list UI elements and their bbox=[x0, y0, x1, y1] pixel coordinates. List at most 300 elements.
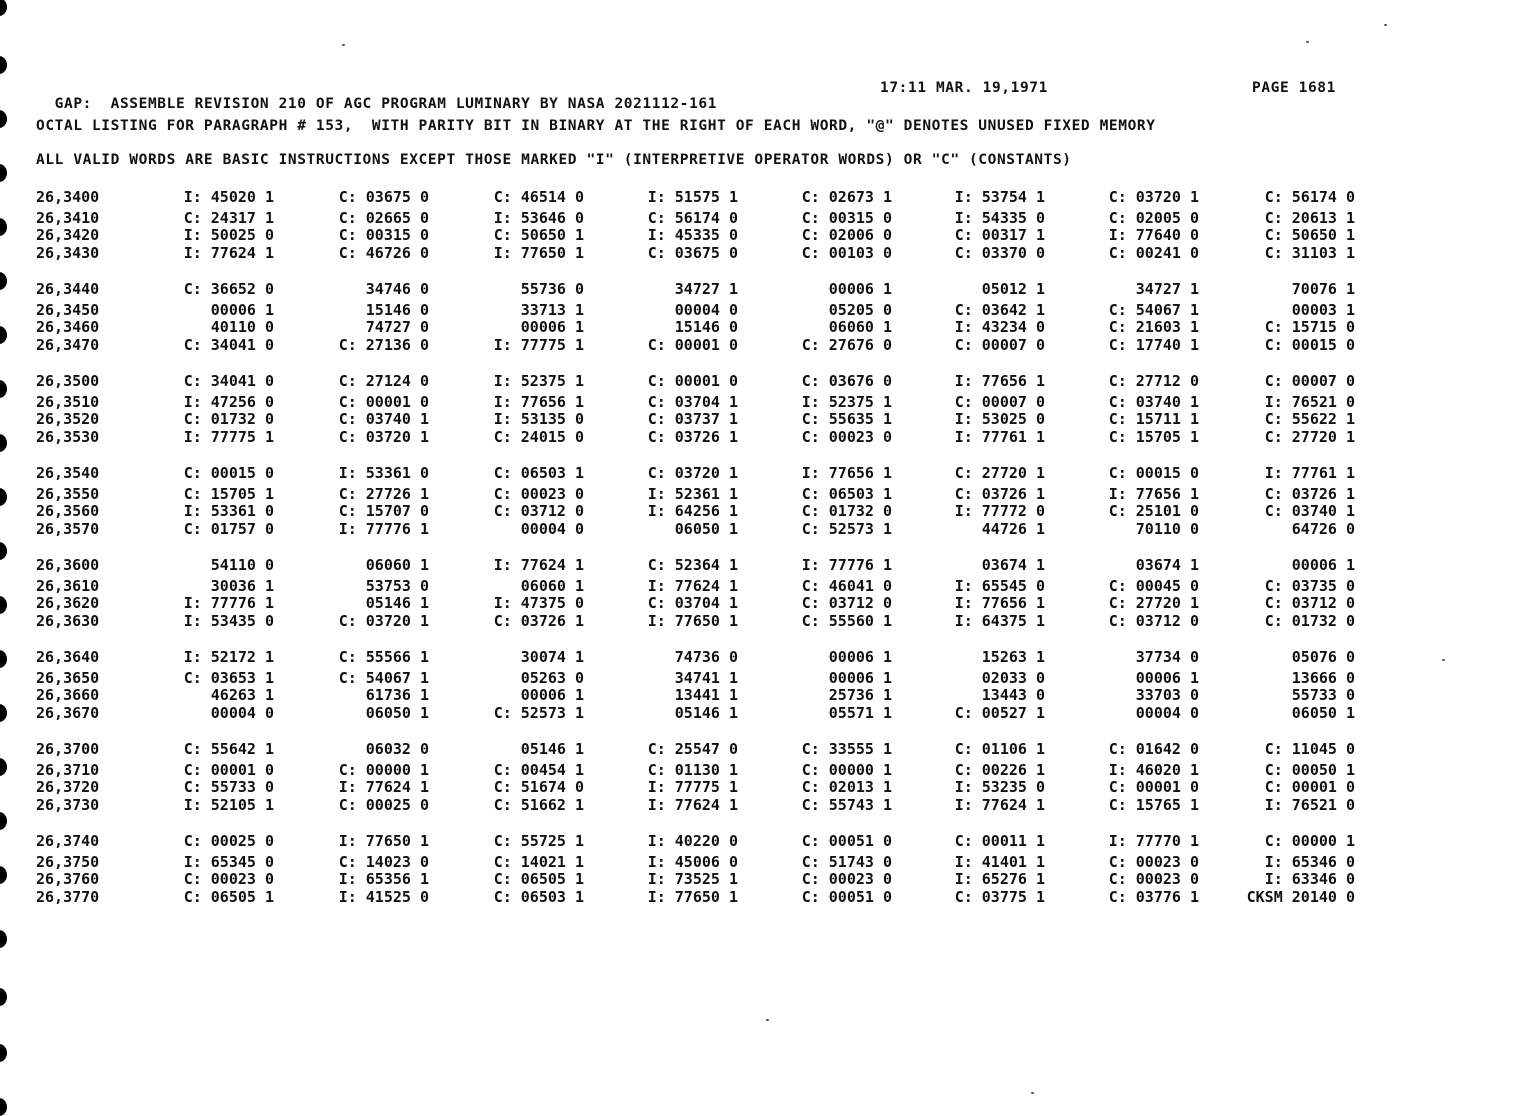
punch-hole bbox=[0, 434, 7, 452]
octal-word: C: 03737 1 bbox=[647, 410, 738, 428]
octal-word: C: 52573 1 bbox=[801, 520, 892, 538]
octal-word: C: 46514 0 bbox=[493, 188, 584, 206]
octal-word: I: 77656 1 bbox=[493, 393, 584, 411]
octal-word: C: 51662 1 bbox=[493, 796, 584, 814]
octal-word: C: 00001 0 bbox=[1108, 778, 1199, 796]
octal-word: I: 77656 1 bbox=[954, 372, 1045, 390]
octal-word: I: 77650 1 bbox=[647, 888, 738, 906]
octal-word: 74736 0 bbox=[674, 648, 738, 666]
paper-speck bbox=[342, 44, 345, 46]
octal-word: C: 00023 0 bbox=[801, 428, 892, 446]
octal-word: C: 03726 1 bbox=[647, 428, 738, 446]
row-address: 26,3750 bbox=[36, 853, 100, 871]
row-address: 26,3560 bbox=[36, 502, 100, 520]
punch-hole bbox=[0, 758, 7, 776]
octal-word: I: 41401 1 bbox=[954, 853, 1045, 871]
row-address: 26,3430 bbox=[36, 244, 100, 262]
octal-word: I: 77656 1 bbox=[1108, 485, 1199, 503]
octal-word: C: 00000 1 bbox=[338, 761, 429, 779]
row-address: 26,3530 bbox=[36, 428, 100, 446]
octal-word: 33713 1 bbox=[520, 301, 584, 319]
punch-hole bbox=[0, 930, 7, 948]
octal-word: 55733 0 bbox=[1291, 686, 1355, 704]
octal-word: C: 00015 0 bbox=[183, 464, 274, 482]
octal-word: C: 00241 0 bbox=[1108, 244, 1199, 262]
row-address: 26,3410 bbox=[36, 209, 100, 227]
octal-word: 44726 1 bbox=[981, 520, 1045, 538]
octal-word: C: 03726 1 bbox=[1264, 485, 1355, 503]
octal-word: I: 77776 1 bbox=[338, 520, 429, 538]
octal-word: 33703 0 bbox=[1135, 686, 1199, 704]
octal-word: C: 15711 1 bbox=[1108, 410, 1199, 428]
octal-word: C: 00051 0 bbox=[801, 832, 892, 850]
octal-word: 05263 0 bbox=[520, 669, 584, 687]
paper-speck bbox=[1031, 1092, 1034, 1094]
row-address: 26,3740 bbox=[36, 832, 100, 850]
octal-word: C: 27136 0 bbox=[338, 336, 429, 354]
octal-word: 40110 0 bbox=[210, 318, 274, 336]
octal-word: C: 25547 0 bbox=[647, 740, 738, 758]
octal-word: 00004 0 bbox=[210, 704, 274, 722]
octal-word: C: 52364 1 bbox=[647, 556, 738, 574]
octal-word: I: 77775 1 bbox=[183, 428, 274, 446]
octal-word: 15263 1 bbox=[981, 648, 1045, 666]
octal-word: C: 03642 1 bbox=[954, 301, 1045, 319]
row-address: 26,3600 bbox=[36, 556, 100, 574]
punch-hole bbox=[0, 380, 7, 398]
octal-word: C: 52573 1 bbox=[493, 704, 584, 722]
octal-word: C: 03704 1 bbox=[647, 594, 738, 612]
octal-word: 34727 1 bbox=[674, 280, 738, 298]
octal-word: I: 77761 1 bbox=[954, 428, 1045, 446]
octal-word: I: 64256 1 bbox=[647, 502, 738, 520]
octal-word: 00006 1 bbox=[828, 648, 892, 666]
octal-word: C: 03675 0 bbox=[647, 244, 738, 262]
octal-word: C: 14023 0 bbox=[338, 853, 429, 871]
punch-hole bbox=[0, 596, 7, 614]
octal-word: 46263 1 bbox=[210, 686, 274, 704]
octal-word: C: 01642 0 bbox=[1108, 740, 1199, 758]
octal-word: C: 03675 0 bbox=[338, 188, 429, 206]
octal-word: C: 00023 0 bbox=[801, 870, 892, 888]
octal-word: I: 41525 0 bbox=[338, 888, 429, 906]
octal-word: 25736 1 bbox=[828, 686, 892, 704]
octal-word: I: 53235 0 bbox=[954, 778, 1045, 796]
octal-word: I: 76521 0 bbox=[1264, 796, 1355, 814]
octal-word: C: 03712 0 bbox=[1108, 612, 1199, 630]
octal-word: 05146 1 bbox=[365, 594, 429, 612]
listing-date: 17:11 MAR. 19,1971 bbox=[880, 80, 1048, 96]
paper-speck bbox=[1306, 41, 1309, 43]
octal-word: 13666 0 bbox=[1291, 669, 1355, 687]
row-address: 26,3640 bbox=[36, 648, 100, 666]
octal-word: C: 00007 0 bbox=[1264, 372, 1355, 390]
octal-word: C: 31103 1 bbox=[1264, 244, 1355, 262]
octal-word: C: 14021 1 bbox=[493, 853, 584, 871]
octal-word: I: 77770 1 bbox=[1108, 832, 1199, 850]
octal-word: C: 00001 0 bbox=[1264, 778, 1355, 796]
octal-word: C: 27720 1 bbox=[1108, 594, 1199, 612]
octal-word: I: 65345 0 bbox=[183, 853, 274, 871]
row-address: 26,3610 bbox=[36, 577, 100, 595]
octal-word: C: 06503 1 bbox=[493, 888, 584, 906]
punch-hole bbox=[0, 704, 7, 722]
row-address: 26,3620 bbox=[36, 594, 100, 612]
punch-hole bbox=[0, 56, 7, 74]
octal-word: C: 00315 0 bbox=[801, 209, 892, 227]
row-address: 26,3760 bbox=[36, 870, 100, 888]
octal-word: C: 24015 0 bbox=[493, 428, 584, 446]
octal-word: C: 20613 1 bbox=[1264, 209, 1355, 227]
octal-word: 05146 1 bbox=[674, 704, 738, 722]
octal-word: I: 77650 1 bbox=[493, 244, 584, 262]
octal-word: C: 00001 0 bbox=[647, 372, 738, 390]
octal-word: I: 77624 1 bbox=[183, 244, 274, 262]
octal-word: C: 00025 0 bbox=[338, 796, 429, 814]
octal-word: 00004 0 bbox=[520, 520, 584, 538]
octal-word: 70076 1 bbox=[1291, 280, 1355, 298]
octal-word: C: 27712 0 bbox=[1108, 372, 1199, 390]
octal-word: I: 77775 1 bbox=[493, 336, 584, 354]
octal-word: C: 03653 1 bbox=[183, 669, 274, 687]
octal-word: C: 55725 1 bbox=[493, 832, 584, 850]
assembly-title: GAP: ASSEMBLE REVISION 210 OF AGC PROGRAM LUMINARY BY NASA 2021112-161 bbox=[54, 96, 718, 112]
octal-word: I: 52105 1 bbox=[183, 796, 274, 814]
octal-word: C: 01130 1 bbox=[647, 761, 738, 779]
paper-speck bbox=[1384, 24, 1387, 26]
octal-word: 06050 1 bbox=[1291, 704, 1355, 722]
octal-word: I: 77656 1 bbox=[954, 594, 1045, 612]
octal-word: C: 03720 1 bbox=[1108, 188, 1199, 206]
octal-word: C: 34041 0 bbox=[183, 336, 274, 354]
octal-word: 05205 0 bbox=[828, 301, 892, 319]
octal-word: C: 51743 0 bbox=[801, 853, 892, 871]
octal-word: I: 77772 0 bbox=[954, 502, 1045, 520]
octal-word: C: 00015 0 bbox=[1108, 464, 1199, 482]
punch-hole bbox=[0, 650, 7, 668]
octal-word: C: 00050 1 bbox=[1264, 761, 1355, 779]
octal-word: C: 25101 0 bbox=[1108, 502, 1199, 520]
octal-word: 13443 0 bbox=[981, 686, 1045, 704]
octal-word: C: 00045 0 bbox=[1108, 577, 1199, 595]
paper-speck bbox=[766, 1019, 769, 1021]
octal-word: I: 77640 0 bbox=[1108, 226, 1199, 244]
octal-word: I: 77761 1 bbox=[1264, 464, 1355, 482]
octal-word: C: 56174 0 bbox=[647, 209, 738, 227]
octal-word: I: 40220 0 bbox=[647, 832, 738, 850]
octal-word: 06050 1 bbox=[365, 704, 429, 722]
octal-word: C: 50650 1 bbox=[1264, 226, 1355, 244]
listing-title bbox=[36, 80, 717, 112]
octal-word: C: 27720 1 bbox=[954, 464, 1045, 482]
octal-word: C: 21603 1 bbox=[1108, 318, 1199, 336]
octal-word: C: 54067 1 bbox=[1108, 301, 1199, 319]
octal-word: I: 47256 0 bbox=[183, 393, 274, 411]
octal-word: 37734 0 bbox=[1135, 648, 1199, 666]
row-address: 26,3660 bbox=[36, 686, 100, 704]
octal-word: C: 00023 0 bbox=[1108, 853, 1199, 871]
octal-word: C: 01106 1 bbox=[954, 740, 1045, 758]
octal-word: I: 77650 1 bbox=[647, 612, 738, 630]
octal-word: 55736 0 bbox=[520, 280, 584, 298]
octal-word: I: 52375 1 bbox=[801, 393, 892, 411]
octal-word: C: 03720 1 bbox=[338, 428, 429, 446]
octal-word: 15146 0 bbox=[674, 318, 738, 336]
octal-word: C: 03712 0 bbox=[493, 502, 584, 520]
octal-word: C: 00527 1 bbox=[954, 704, 1045, 722]
octal-word: C: 00226 1 bbox=[954, 761, 1045, 779]
octal-word: I: 43234 0 bbox=[954, 318, 1045, 336]
punch-hole bbox=[0, 812, 7, 830]
octal-word: C: 00315 0 bbox=[338, 226, 429, 244]
octal-word: C: 03712 0 bbox=[1264, 594, 1355, 612]
row-address: 26,3700 bbox=[36, 740, 100, 758]
octal-word: C: 00317 1 bbox=[954, 226, 1045, 244]
row-address: 26,3630 bbox=[36, 612, 100, 630]
row-address: 26,3520 bbox=[36, 410, 100, 428]
octal-word: C: 27720 1 bbox=[1264, 428, 1355, 446]
octal-word: C: 02665 0 bbox=[338, 209, 429, 227]
punch-hole bbox=[0, 488, 7, 506]
octal-word: C: 03720 1 bbox=[647, 464, 738, 482]
octal-word: 13441 1 bbox=[674, 686, 738, 704]
octal-word: I: 77624 1 bbox=[493, 556, 584, 574]
row-address: 26,3450 bbox=[36, 301, 100, 319]
octal-word: I: 65276 1 bbox=[954, 870, 1045, 888]
octal-word: 00006 1 bbox=[828, 280, 892, 298]
octal-word: 06060 1 bbox=[828, 318, 892, 336]
punch-hole bbox=[0, 218, 7, 236]
octal-word: 05571 1 bbox=[828, 704, 892, 722]
octal-word: 00004 0 bbox=[674, 301, 738, 319]
octal-word: C: 00001 0 bbox=[647, 336, 738, 354]
octal-word: I: 73525 1 bbox=[647, 870, 738, 888]
octal-word: C: 00025 0 bbox=[183, 832, 274, 850]
octal-word: I: 77775 1 bbox=[647, 778, 738, 796]
page-number: PAGE 1681 bbox=[1252, 80, 1336, 96]
octal-word: 61736 1 bbox=[365, 686, 429, 704]
octal-word: I: 63346 0 bbox=[1264, 870, 1355, 888]
octal-word: 30036 1 bbox=[210, 577, 274, 595]
octal-word: C: 06505 1 bbox=[183, 888, 274, 906]
punch-hole bbox=[0, 1098, 7, 1116]
octal-word: C: 36652 0 bbox=[183, 280, 274, 298]
octal-word: 06060 1 bbox=[365, 556, 429, 574]
octal-word: I: 53646 0 bbox=[493, 209, 584, 227]
octal-word: 00006 1 bbox=[210, 301, 274, 319]
row-address: 26,3420 bbox=[36, 226, 100, 244]
octal-word: C: 01757 0 bbox=[183, 520, 274, 538]
row-address: 26,3730 bbox=[36, 796, 100, 814]
octal-word: I: 77656 1 bbox=[801, 464, 892, 482]
octal-word: C: 03775 1 bbox=[954, 888, 1045, 906]
octal-word: I: 65356 1 bbox=[338, 870, 429, 888]
octal-word: C: 03735 0 bbox=[1264, 577, 1355, 595]
octal-word: C: 06503 1 bbox=[801, 485, 892, 503]
listing-subtitle: OCTAL LISTING FOR PARAGRAPH # 153, WITH PARITY BIT IN BINARY AT THE RIGHT OF EACH WORD, "@" DENOTES UNUSED FIXED MEMORY bbox=[36, 118, 1156, 134]
punch-hole bbox=[0, 988, 7, 1006]
octal-word: C: 27676 0 bbox=[801, 336, 892, 354]
octal-word: C: 03370 0 bbox=[954, 244, 1045, 262]
paper-speck bbox=[1442, 659, 1445, 661]
row-address: 26,3510 bbox=[36, 393, 100, 411]
row-address: 26,3470 bbox=[36, 336, 100, 354]
octal-word: C: 00000 1 bbox=[801, 761, 892, 779]
octal-word: C: 00007 0 bbox=[954, 336, 1045, 354]
octal-word: I: 45006 0 bbox=[647, 853, 738, 871]
punch-hole bbox=[0, 272, 7, 290]
octal-word: C: 24317 1 bbox=[183, 209, 274, 227]
row-address: 26,3440 bbox=[36, 280, 100, 298]
octal-word: I: 77776 1 bbox=[183, 594, 274, 612]
octal-word: 03674 1 bbox=[981, 556, 1045, 574]
octal-word: C: 00007 0 bbox=[954, 393, 1045, 411]
octal-word: C: 03740 1 bbox=[1108, 393, 1199, 411]
octal-word: C: 06503 1 bbox=[493, 464, 584, 482]
octal-word: I: 77624 1 bbox=[647, 796, 738, 814]
octal-word: C: 02006 0 bbox=[801, 226, 892, 244]
octal-word: C: 00023 0 bbox=[1108, 870, 1199, 888]
punch-hole bbox=[0, 326, 7, 344]
octal-word: C: 00454 1 bbox=[493, 761, 584, 779]
octal-word: C: 51674 0 bbox=[493, 778, 584, 796]
octal-word: C: 55560 1 bbox=[801, 612, 892, 630]
octal-word: I: 77650 1 bbox=[338, 832, 429, 850]
punch-hole bbox=[0, 542, 7, 560]
octal-word: 34746 0 bbox=[365, 280, 429, 298]
octal-word: C: 56174 0 bbox=[1264, 188, 1355, 206]
octal-word: C: 03726 1 bbox=[493, 612, 584, 630]
octal-word: 05012 1 bbox=[981, 280, 1045, 298]
octal-word: C: 00023 0 bbox=[183, 870, 274, 888]
octal-word: C: 00001 0 bbox=[183, 761, 274, 779]
octal-word: I: 65346 0 bbox=[1264, 853, 1355, 871]
octal-word: C: 03712 0 bbox=[801, 594, 892, 612]
octal-word: C: 01732 0 bbox=[801, 502, 892, 520]
octal-word: I: 51575 1 bbox=[647, 188, 738, 206]
octal-word: I: 47375 0 bbox=[493, 594, 584, 612]
row-address: 26,3770 bbox=[36, 888, 100, 906]
octal-word: I: 45335 0 bbox=[647, 226, 738, 244]
row-address: 26,3670 bbox=[36, 704, 100, 722]
row-address: 26,3400 bbox=[36, 188, 100, 206]
punch-hole bbox=[0, 866, 7, 884]
octal-word: 06050 1 bbox=[674, 520, 738, 538]
row-address: 26,3540 bbox=[36, 464, 100, 482]
octal-word: I: 77624 1 bbox=[338, 778, 429, 796]
octal-word: C: 55622 1 bbox=[1264, 410, 1355, 428]
octal-word: C: 15765 1 bbox=[1108, 796, 1199, 814]
octal-word: I: 54335 0 bbox=[954, 209, 1045, 227]
octal-word: 53753 0 bbox=[365, 577, 429, 595]
octal-word: C: 03726 1 bbox=[954, 485, 1045, 503]
punch-hole bbox=[0, 164, 7, 182]
octal-word: C: 34041 0 bbox=[183, 372, 274, 390]
octal-word: I: 53135 0 bbox=[493, 410, 584, 428]
octal-word: 64726 0 bbox=[1291, 520, 1355, 538]
octal-word: C: 03740 1 bbox=[1264, 502, 1355, 520]
octal-word: 70110 0 bbox=[1135, 520, 1199, 538]
octal-word: C: 00023 0 bbox=[493, 485, 584, 503]
octal-word: 00003 1 bbox=[1291, 301, 1355, 319]
octal-word: C: 00000 1 bbox=[1264, 832, 1355, 850]
octal-word: I: 76521 0 bbox=[1264, 393, 1355, 411]
octal-word: I: 53435 0 bbox=[183, 612, 274, 630]
octal-word: C: 15707 0 bbox=[338, 502, 429, 520]
octal-word: C: 03720 1 bbox=[338, 612, 429, 630]
octal-word: C: 50650 1 bbox=[493, 226, 584, 244]
octal-word: C: 15705 1 bbox=[1108, 428, 1199, 446]
octal-word: C: 55635 1 bbox=[801, 410, 892, 428]
octal-word: 00004 0 bbox=[1135, 704, 1199, 722]
octal-word: C: 46726 0 bbox=[338, 244, 429, 262]
octal-word: 05146 1 bbox=[520, 740, 584, 758]
octal-word: C: 00015 0 bbox=[1264, 336, 1355, 354]
octal-word: C: 55642 1 bbox=[183, 740, 274, 758]
octal-word: C: 00011 1 bbox=[954, 832, 1045, 850]
octal-word: I: 53361 0 bbox=[183, 502, 274, 520]
octal-word: 30074 1 bbox=[520, 648, 584, 666]
octal-word: C: 01732 0 bbox=[183, 410, 274, 428]
octal-word: I: 52361 1 bbox=[647, 485, 738, 503]
octal-word: C: 46041 0 bbox=[801, 577, 892, 595]
row-address: 26,3650 bbox=[36, 669, 100, 687]
octal-word: 34727 1 bbox=[1135, 280, 1199, 298]
octal-word: 05076 0 bbox=[1291, 648, 1355, 666]
octal-word: C: 06505 1 bbox=[493, 870, 584, 888]
octal-word: C: 00051 0 bbox=[801, 888, 892, 906]
octal-word: I: 50025 0 bbox=[183, 226, 274, 244]
octal-word: 74727 0 bbox=[365, 318, 429, 336]
octal-word: 00006 1 bbox=[1291, 556, 1355, 574]
octal-word: C: 55743 1 bbox=[801, 796, 892, 814]
octal-word: 06060 1 bbox=[520, 577, 584, 595]
octal-word: 15146 0 bbox=[365, 301, 429, 319]
octal-word: 02033 0 bbox=[981, 669, 1045, 687]
octal-word: I: 77624 1 bbox=[954, 796, 1045, 814]
listing-legend: ALL VALID WORDS ARE BASIC INSTRUCTIONS EXCEPT THOSE MARKED "I" (INTERPRETIVE OPERATOR WORDS) OR "C" (CONSTANTS) bbox=[36, 152, 1072, 168]
row-address: 26,3500 bbox=[36, 372, 100, 390]
octal-word: C: 55566 1 bbox=[338, 648, 429, 666]
octal-word: 54110 0 bbox=[210, 556, 274, 574]
octal-word: 06032 0 bbox=[365, 740, 429, 758]
octal-word: C: 33555 1 bbox=[801, 740, 892, 758]
octal-word: C: 02013 1 bbox=[801, 778, 892, 796]
octal-word: I: 65545 0 bbox=[954, 577, 1045, 595]
octal-word: C: 03776 1 bbox=[1108, 888, 1199, 906]
octal-word: I: 46020 1 bbox=[1108, 761, 1199, 779]
row-address: 26,3550 bbox=[36, 485, 100, 503]
octal-word: C: 15715 0 bbox=[1264, 318, 1355, 336]
octal-word: C: 55733 0 bbox=[183, 778, 274, 796]
octal-word: C: 00103 0 bbox=[801, 244, 892, 262]
octal-word: C: 15705 1 bbox=[183, 485, 274, 503]
octal-word: I: 53361 0 bbox=[338, 464, 429, 482]
octal-word: I: 77776 1 bbox=[801, 556, 892, 574]
octal-word: C: 02005 0 bbox=[1108, 209, 1199, 227]
octal-word: C: 02673 1 bbox=[801, 188, 892, 206]
octal-word: C: 27726 1 bbox=[338, 485, 429, 503]
octal-word: I: 53025 0 bbox=[954, 410, 1045, 428]
octal-word: 03674 1 bbox=[1135, 556, 1199, 574]
octal-word: C: 01732 0 bbox=[1264, 612, 1355, 630]
octal-word: I: 52172 1 bbox=[183, 648, 274, 666]
octal-word: C: 03704 1 bbox=[647, 393, 738, 411]
octal-word: I: 52375 1 bbox=[493, 372, 584, 390]
octal-word: C: 27124 0 bbox=[338, 372, 429, 390]
octal-word: 00006 1 bbox=[1135, 669, 1199, 687]
octal-word: I: 45020 1 bbox=[183, 188, 274, 206]
